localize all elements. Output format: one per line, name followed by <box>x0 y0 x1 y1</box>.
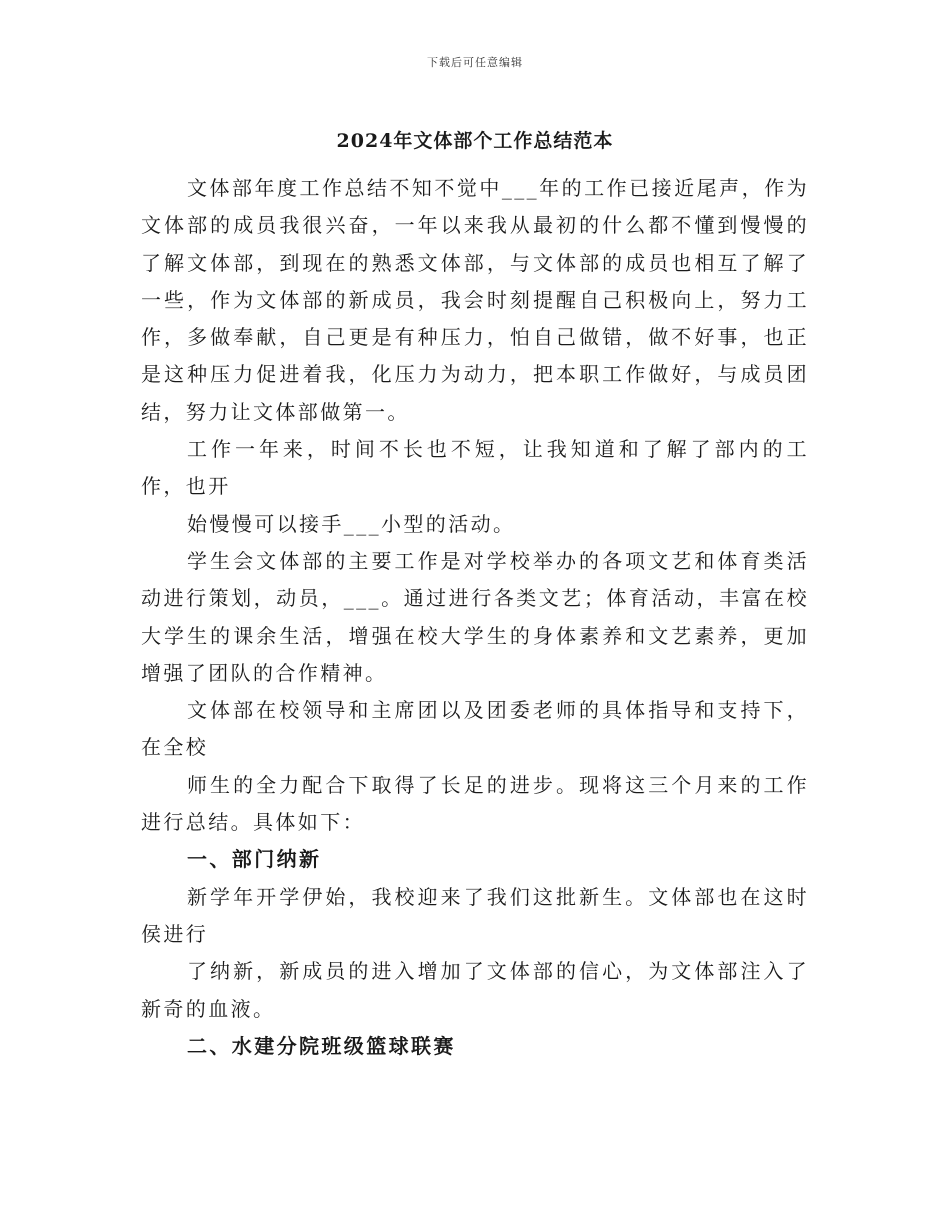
section-heading-basketball: 二、水建分院班级篮球联赛 <box>187 1033 456 1058</box>
paragraph-intro: 文体部年度工作总结不知不觉中___年的工作已接近尾声，作为文体部的成员我很兴奋，一年以来我从最初的什么都不懂到慢慢的了解文体部，到现在的熟悉文体部，与文体部的成员也相互了解了一些，作为文体部的新成员，我会时刻提醒自己积极向上，努力工作，多做奉献，自己更是有种压力，怕自己做错，做不好事，也正是这种压力促进着我，化压力为动力，把本职工作做好，与成员团结，努力让文体部做第一。 <box>141 176 809 424</box>
header-note: 下载后可任意编辑 <box>427 56 523 69</box>
paragraph-new-members: 了纳新，新成员的进入增加了文体部的信心，为文体部注入了新奇的血液。 <box>141 959 809 1021</box>
paragraph-one-year: 工作一年来，时间不长也不短，让我知道和了解了部内的工作，也开 <box>141 437 809 499</box>
paragraph-new-students: 新学年开学伊始，我校迎来了我们这批新生。文体部也在这时侯进行 <box>141 884 809 946</box>
document-body <box>141 170 809 1065</box>
paragraph-small-activities: 始慢慢可以接手___小型的活动。 <box>187 511 516 536</box>
section-heading-recruitment: 一、部门纳新 <box>187 847 322 872</box>
paragraph-progress: 师生的全力配合下取得了长足的进步。现将这三个月来的工作进行总结。具体如下： <box>141 772 809 835</box>
paragraph-guidance: 文体部在校领导和主席团以及团委老师的具体指导和支持下，在全校 <box>141 698 809 760</box>
document-title: 2024年文体部个工作总结范本 <box>336 130 614 152</box>
paragraph-main-work: 学生会文体部的主要工作是对学校举办的各项文艺和体育类活动进行策划，动员，___。通过进行各类文艺；体育活动，丰富在校大学生的课余生活，增强在校大学生的身体素养和文艺素养，更加增强了团队的合作精神。 <box>141 548 809 685</box>
